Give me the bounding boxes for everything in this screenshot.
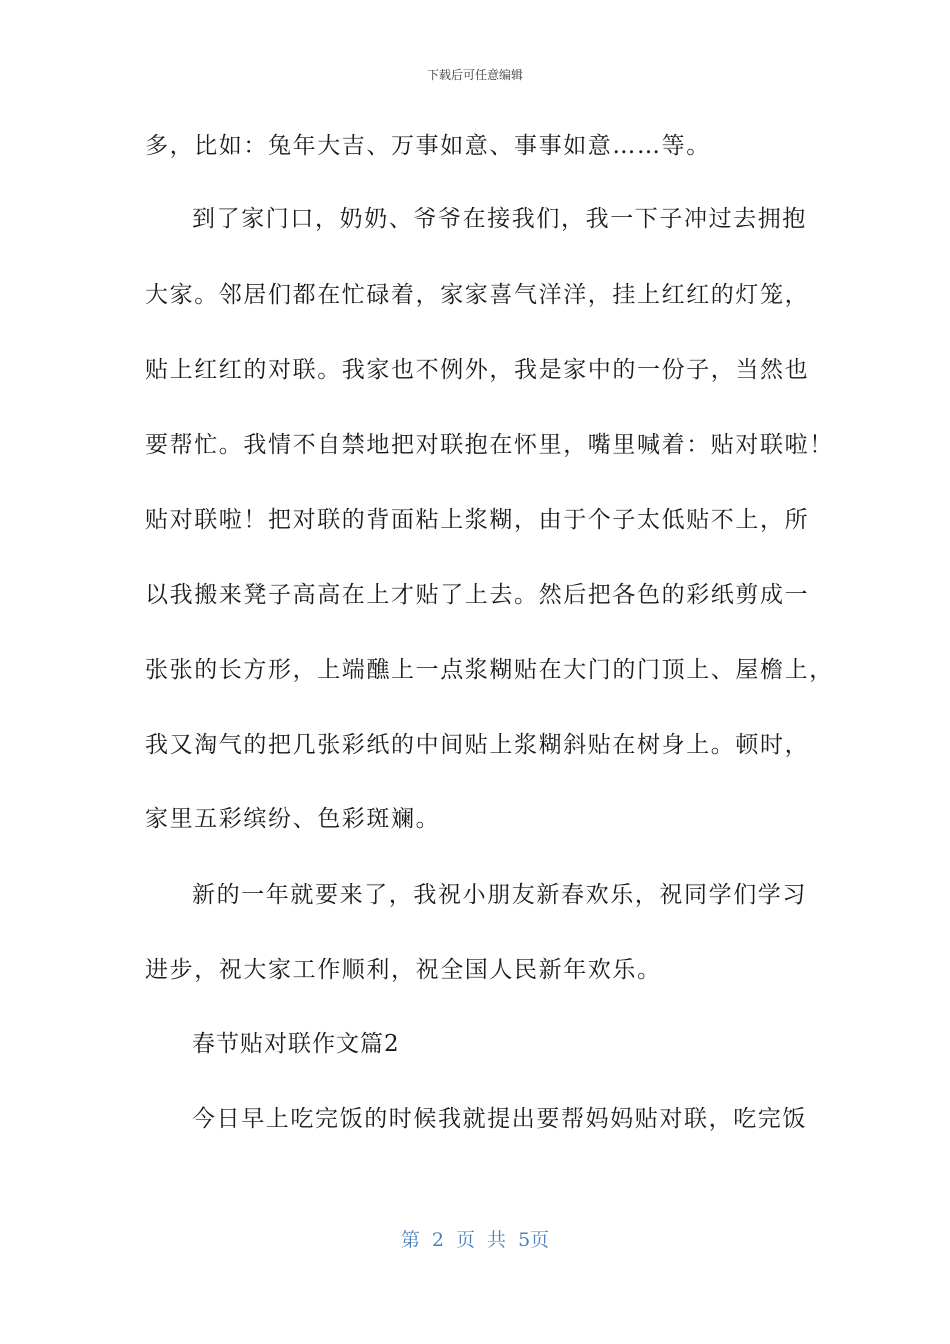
text-line-2: 到了家门口，奶奶、爷爷在接我们，我一下子冲过去拥抱 (192, 206, 807, 232)
section-heading: 春节贴对联作文篇2 (192, 1031, 400, 1057)
text-line-5: 要帮忙。我情不自禁地把对联抱在怀里，嘴里喊着：贴对联啦！ (145, 432, 834, 458)
text-line-3: 大家。邻居们都在忙碌着，家家喜气洋洋，挂上红红的灯笼， (145, 282, 810, 308)
text-line-9: 我又淘气的把几张彩纸的中间贴上浆糊斜贴在树身上。顿时， (145, 732, 810, 758)
text-line-7: 以我搬来凳子高高在上才贴了上去。然后把各色的彩纸剪成一 (145, 582, 810, 608)
text-line-6: 贴对联啦！把对联的背面粘上浆糊，由于个子太低贴不上，所 (145, 507, 810, 533)
text-line-11: 新的一年就要来了，我祝小朋友新春欢乐，祝同学们学习 (192, 882, 807, 908)
text-line-10: 家里五彩缤纷、色彩斑斓。 (145, 806, 441, 832)
text-line-1: 多，比如：兔年大吉、万事如意、事事如意……等。 (145, 133, 711, 159)
page-number: 第 2 页 共 5页 (400, 1229, 550, 1251)
text-line-4: 贴上红红的对联。我家也不例外，我是家中的一份子，当然也 (145, 357, 810, 383)
text-line-8: 张张的长方形，上端醮上一点浆糊贴在大门的门顶上、屋檐上， (145, 657, 834, 683)
text-line-14: 今日早上吃完饭的时候我就提出要帮妈妈贴对联，吃完饭 (192, 1106, 807, 1132)
text-line-12: 进步，祝大家工作顺利，祝全国人民新年欢乐。 (145, 957, 662, 983)
page-header: 下载后可任意编辑 (426, 68, 523, 82)
